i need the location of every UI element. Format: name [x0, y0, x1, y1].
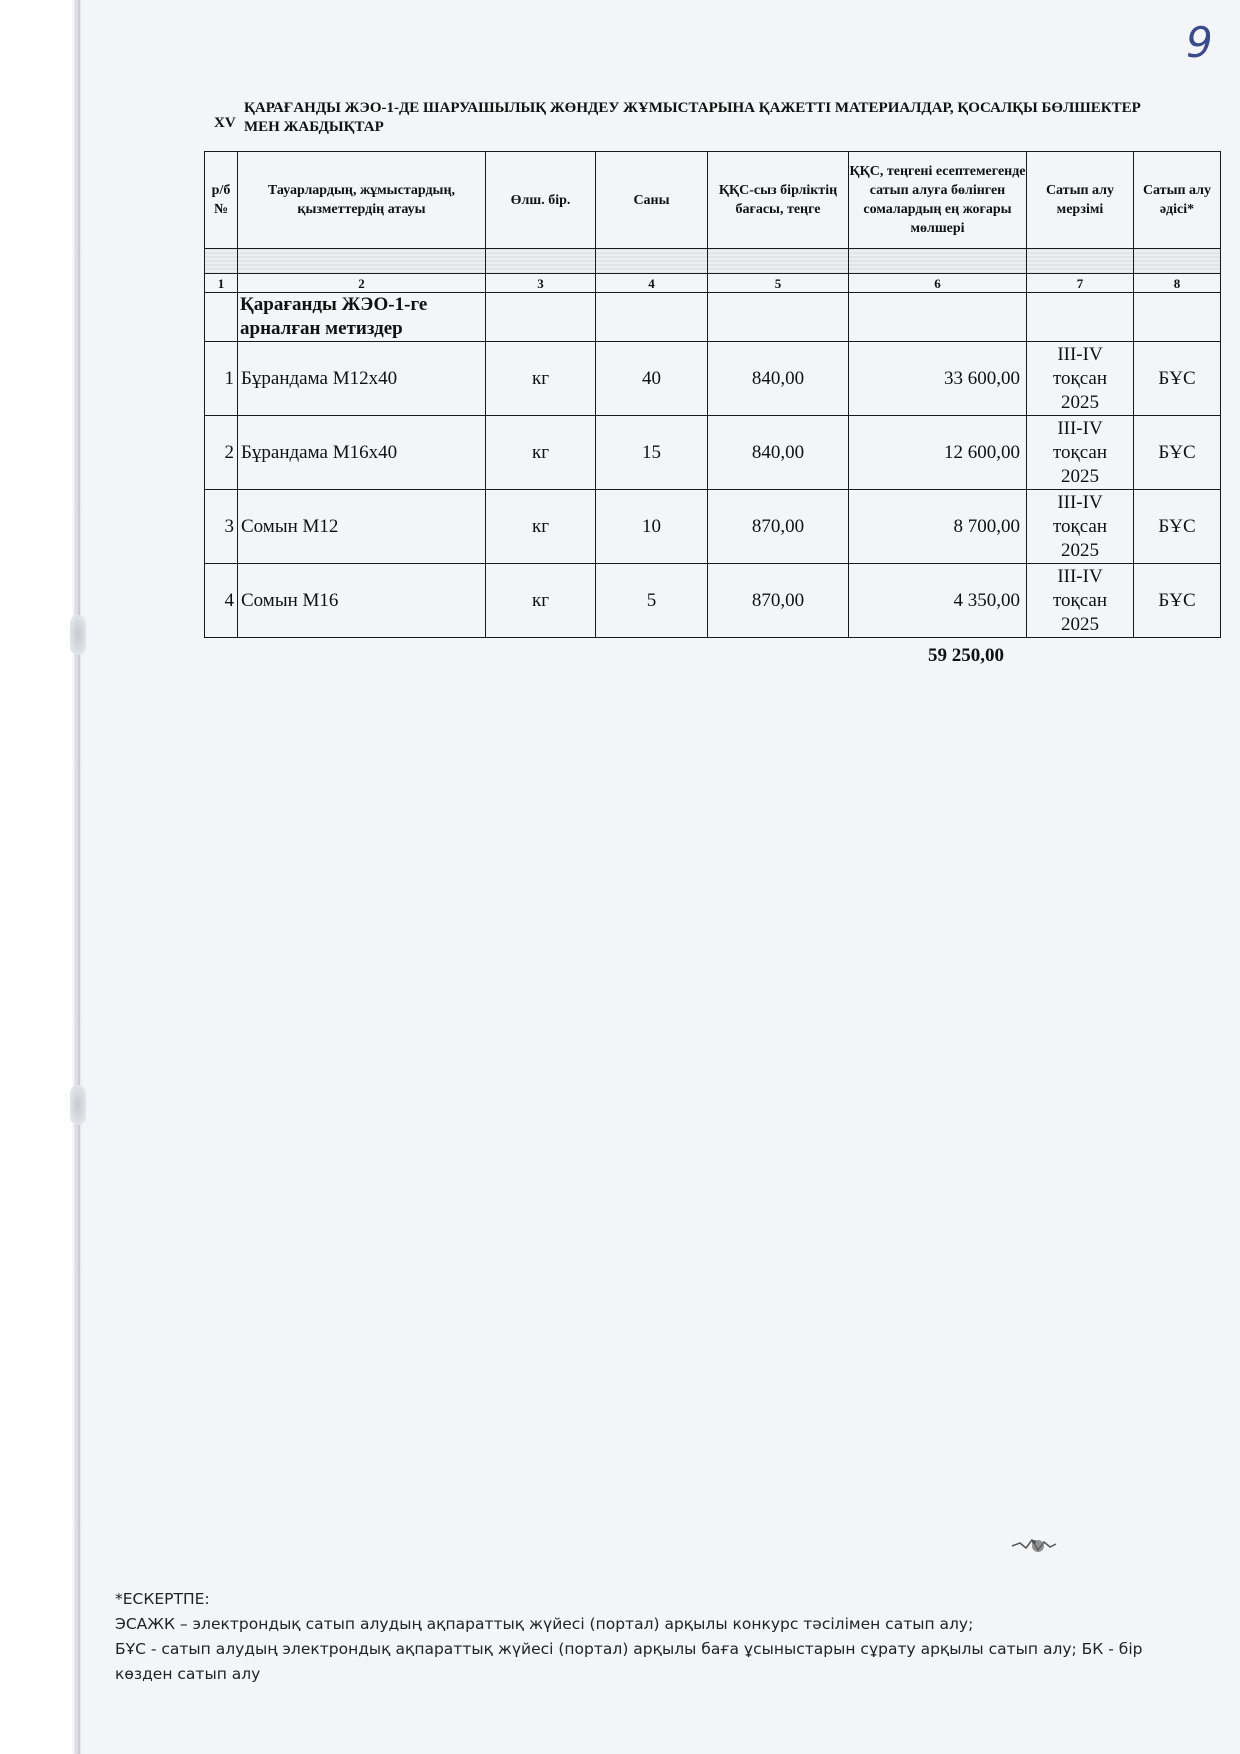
table-row: [205, 416, 1221, 490]
period-quarter: III-IV: [1057, 417, 1103, 439]
section-title: ҚАРАҒАНДЫ ЖЭО-1-ДЕ ШАРУАШЫЛЫҚ ЖӨНДЕУ ЖҰМЫСТАРЫНА ҚАЖЕТТІ МАТЕРИАЛДАР, ҚОСАЛҚЫ БӨЛШЕКТЕР МЕН ЖАБДЫҚТАР: [244, 100, 1141, 135]
table-row: [205, 342, 1221, 416]
item-sum: 4 350,00: [849, 564, 1027, 638]
footnote-line: БҰС - сатып алудың электрондық ақпараттық жүйесі (портал) арқылы баға ұсыныстарын сұрату арқылы сатып алу; БК - бір көзден сатып алу: [115, 1640, 1143, 1683]
group-row: [205, 293, 1221, 342]
item-method: БҰС: [1134, 564, 1221, 638]
item-sum: 8 700,00: [849, 490, 1027, 564]
item-name: Сомын М16: [238, 564, 486, 638]
item-unit: кг: [486, 416, 596, 490]
item-unit: кг: [486, 564, 596, 638]
group-name: Қарағанды ЖЭО-1-ге арналған метиздер: [238, 293, 486, 342]
header-cell: р/б №: [205, 152, 238, 249]
period-year: 2025: [1061, 613, 1099, 635]
table-row: [205, 564, 1221, 638]
footnote-heading: *ЕСКЕРТПЕ:: [115, 1590, 210, 1608]
item-period: [1027, 564, 1134, 638]
item-period: [1027, 416, 1134, 490]
item-method: БҰС: [1134, 342, 1221, 416]
period-quarter: III-IV: [1057, 491, 1103, 513]
period-label: тоқсан: [1052, 589, 1108, 611]
item-period: [1027, 342, 1134, 416]
item-quantity: 10: [596, 490, 708, 564]
item-name: Сомын М12: [238, 490, 486, 564]
column-number-row: [205, 274, 1221, 293]
table-header-row: [205, 152, 1221, 249]
ink-mark-icon: [1010, 1530, 1060, 1560]
column-number: 2: [238, 274, 486, 293]
item-unit-price: 870,00: [708, 564, 849, 638]
row-number: 3: [205, 490, 238, 564]
column-number: 5: [708, 274, 849, 293]
item-unit-price: 870,00: [708, 490, 849, 564]
period-quarter: III-IV: [1057, 565, 1103, 587]
period-label: тоқсан: [1052, 515, 1108, 537]
item-name: Бұрандама М12х40: [238, 342, 486, 416]
row-number: 2: [205, 416, 238, 490]
item-unit-price: 840,00: [708, 416, 849, 490]
item-name: Бұрандама М16х40: [238, 416, 486, 490]
header-cell: Өлш. бір.: [486, 152, 596, 249]
header-cell: Сатып алу мерзімі: [1027, 152, 1134, 249]
item-unit-price: 840,00: [708, 342, 849, 416]
column-number: 7: [1027, 274, 1134, 293]
header-cell: Сатып алу әдісі*: [1134, 152, 1221, 249]
section-number: XV: [214, 115, 236, 131]
period-quarter: III-IV: [1057, 343, 1103, 365]
item-sum: 33 600,00: [849, 342, 1027, 416]
item-quantity: 40: [596, 342, 708, 416]
item-unit: кг: [486, 490, 596, 564]
item-method: БҰС: [1134, 490, 1221, 564]
column-number: 8: [1134, 274, 1221, 293]
header-cell: Тауарлардың, жұмыстардың, қызметтердің атауы: [238, 152, 486, 249]
item-method: БҰС: [1134, 416, 1221, 490]
row-number: 4: [205, 564, 238, 638]
header-cell: Саны: [596, 152, 708, 249]
binding-line: [78, 0, 80, 1754]
punch-hole: [70, 1085, 86, 1125]
page-left-edge: [0, 0, 82, 1754]
period-year: 2025: [1061, 391, 1099, 413]
period-year: 2025: [1061, 465, 1099, 487]
item-quantity: 5: [596, 564, 708, 638]
column-number: 4: [596, 274, 708, 293]
column-number: 6: [849, 274, 1027, 293]
item-period: [1027, 490, 1134, 564]
footnote: [115, 1587, 1145, 1687]
page-number: 9: [1186, 18, 1213, 67]
punch-hole: [70, 615, 86, 655]
column-number: 1: [205, 274, 238, 293]
table-row: [205, 490, 1221, 564]
footnote-line: ЭСАЖК – электрондық сатып алудың ақпараттық жүйесі (портал) арқылы конкурс тәсілімен сатып алу;: [115, 1615, 974, 1633]
column-number: 3: [486, 274, 596, 293]
period-label: тоқсан: [1052, 441, 1108, 463]
header-cell: ҚҚС, теңгені есептемегенде сатып алуға бөлінген сомалардың ең жоғары мөлшері: [849, 152, 1027, 249]
table-total: 59 250,00: [928, 645, 1004, 666]
table-spacer-row: [205, 249, 1221, 274]
row-number: 1: [205, 342, 238, 416]
header-cell: ҚҚС-сыз бірліктің бағасы, теңге: [708, 152, 849, 249]
materials-table: [204, 151, 1221, 638]
item-sum: 12 600,00: [849, 416, 1027, 490]
period-label: тоқсан: [1052, 367, 1108, 389]
item-quantity: 15: [596, 416, 708, 490]
item-unit: кг: [486, 342, 596, 416]
period-year: 2025: [1061, 539, 1099, 561]
